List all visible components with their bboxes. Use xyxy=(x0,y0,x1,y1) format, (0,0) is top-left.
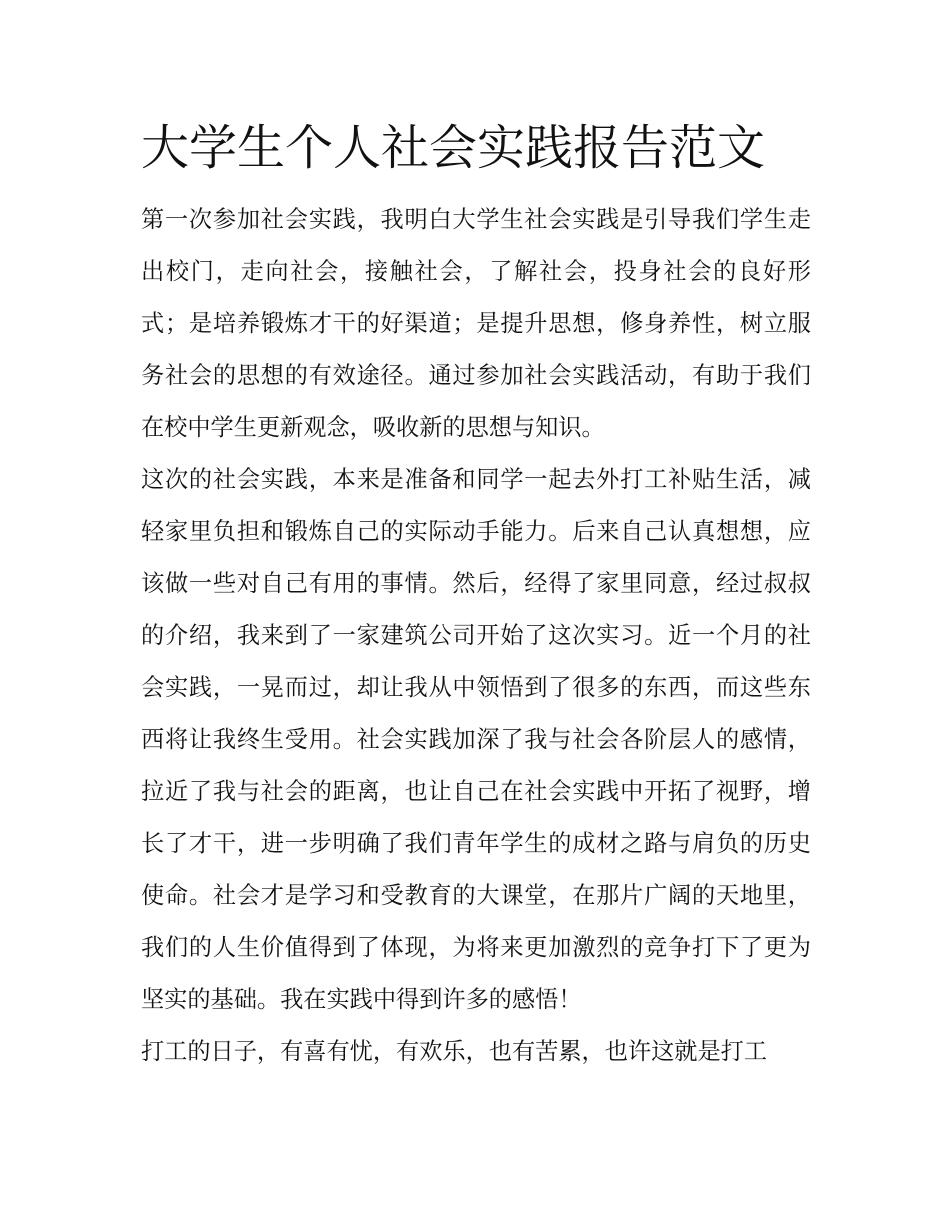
document-title: 大学生个人社会实践报告范文 xyxy=(141,120,766,176)
paragraph-3: 打工的日子，有喜有忧，有欢乐，也有苦累，也许这就是打工 xyxy=(141,1038,768,1065)
paragraph-1: 第一次参加社会实践，我明白大学生社会实践是引导我们学生走出校门，走向社会，接触社会，了解社会，投身社会的良好形式；是培养锻炼才干的好渠道；是提升思想，修身养性，树立服务社会的思想的有效途径。通过参加社会实践活动，有助于我们在校中学生更新观念，吸收新的思想与知识。 xyxy=(141,206,811,441)
document-body xyxy=(141,112,811,1078)
paragraph-2: 这次的社会实践，本来是准备和同学一起去外打工补贴生活，减轻家里负担和锻炼自己的实际动手能力。后来自己认真想想，应该做一些对自己有用的事情。然后，经得了家里同意，经过叔叔的介绍，我来到了一家建筑公司开始了这次实习。近一个月的社会实践，一晃而过，却让我从中领悟到了很多的东西，而这些东西将让我终生受用。社会实践加深了我与社会各阶层人的感情，拉近了我与社会的距离，也让自己在社会实践中开拓了视野，增长了才干，进一步明确了我们青年学生的成材之路与肩负的历史使命。社会才是学习和受教育的大课堂，在那片广阔的天地里，我们的人生价值得到了体现，为将来更加激烈的竞争打下了更为坚实的基础。我在实践中得到许多的感悟！ xyxy=(141,466,811,1013)
